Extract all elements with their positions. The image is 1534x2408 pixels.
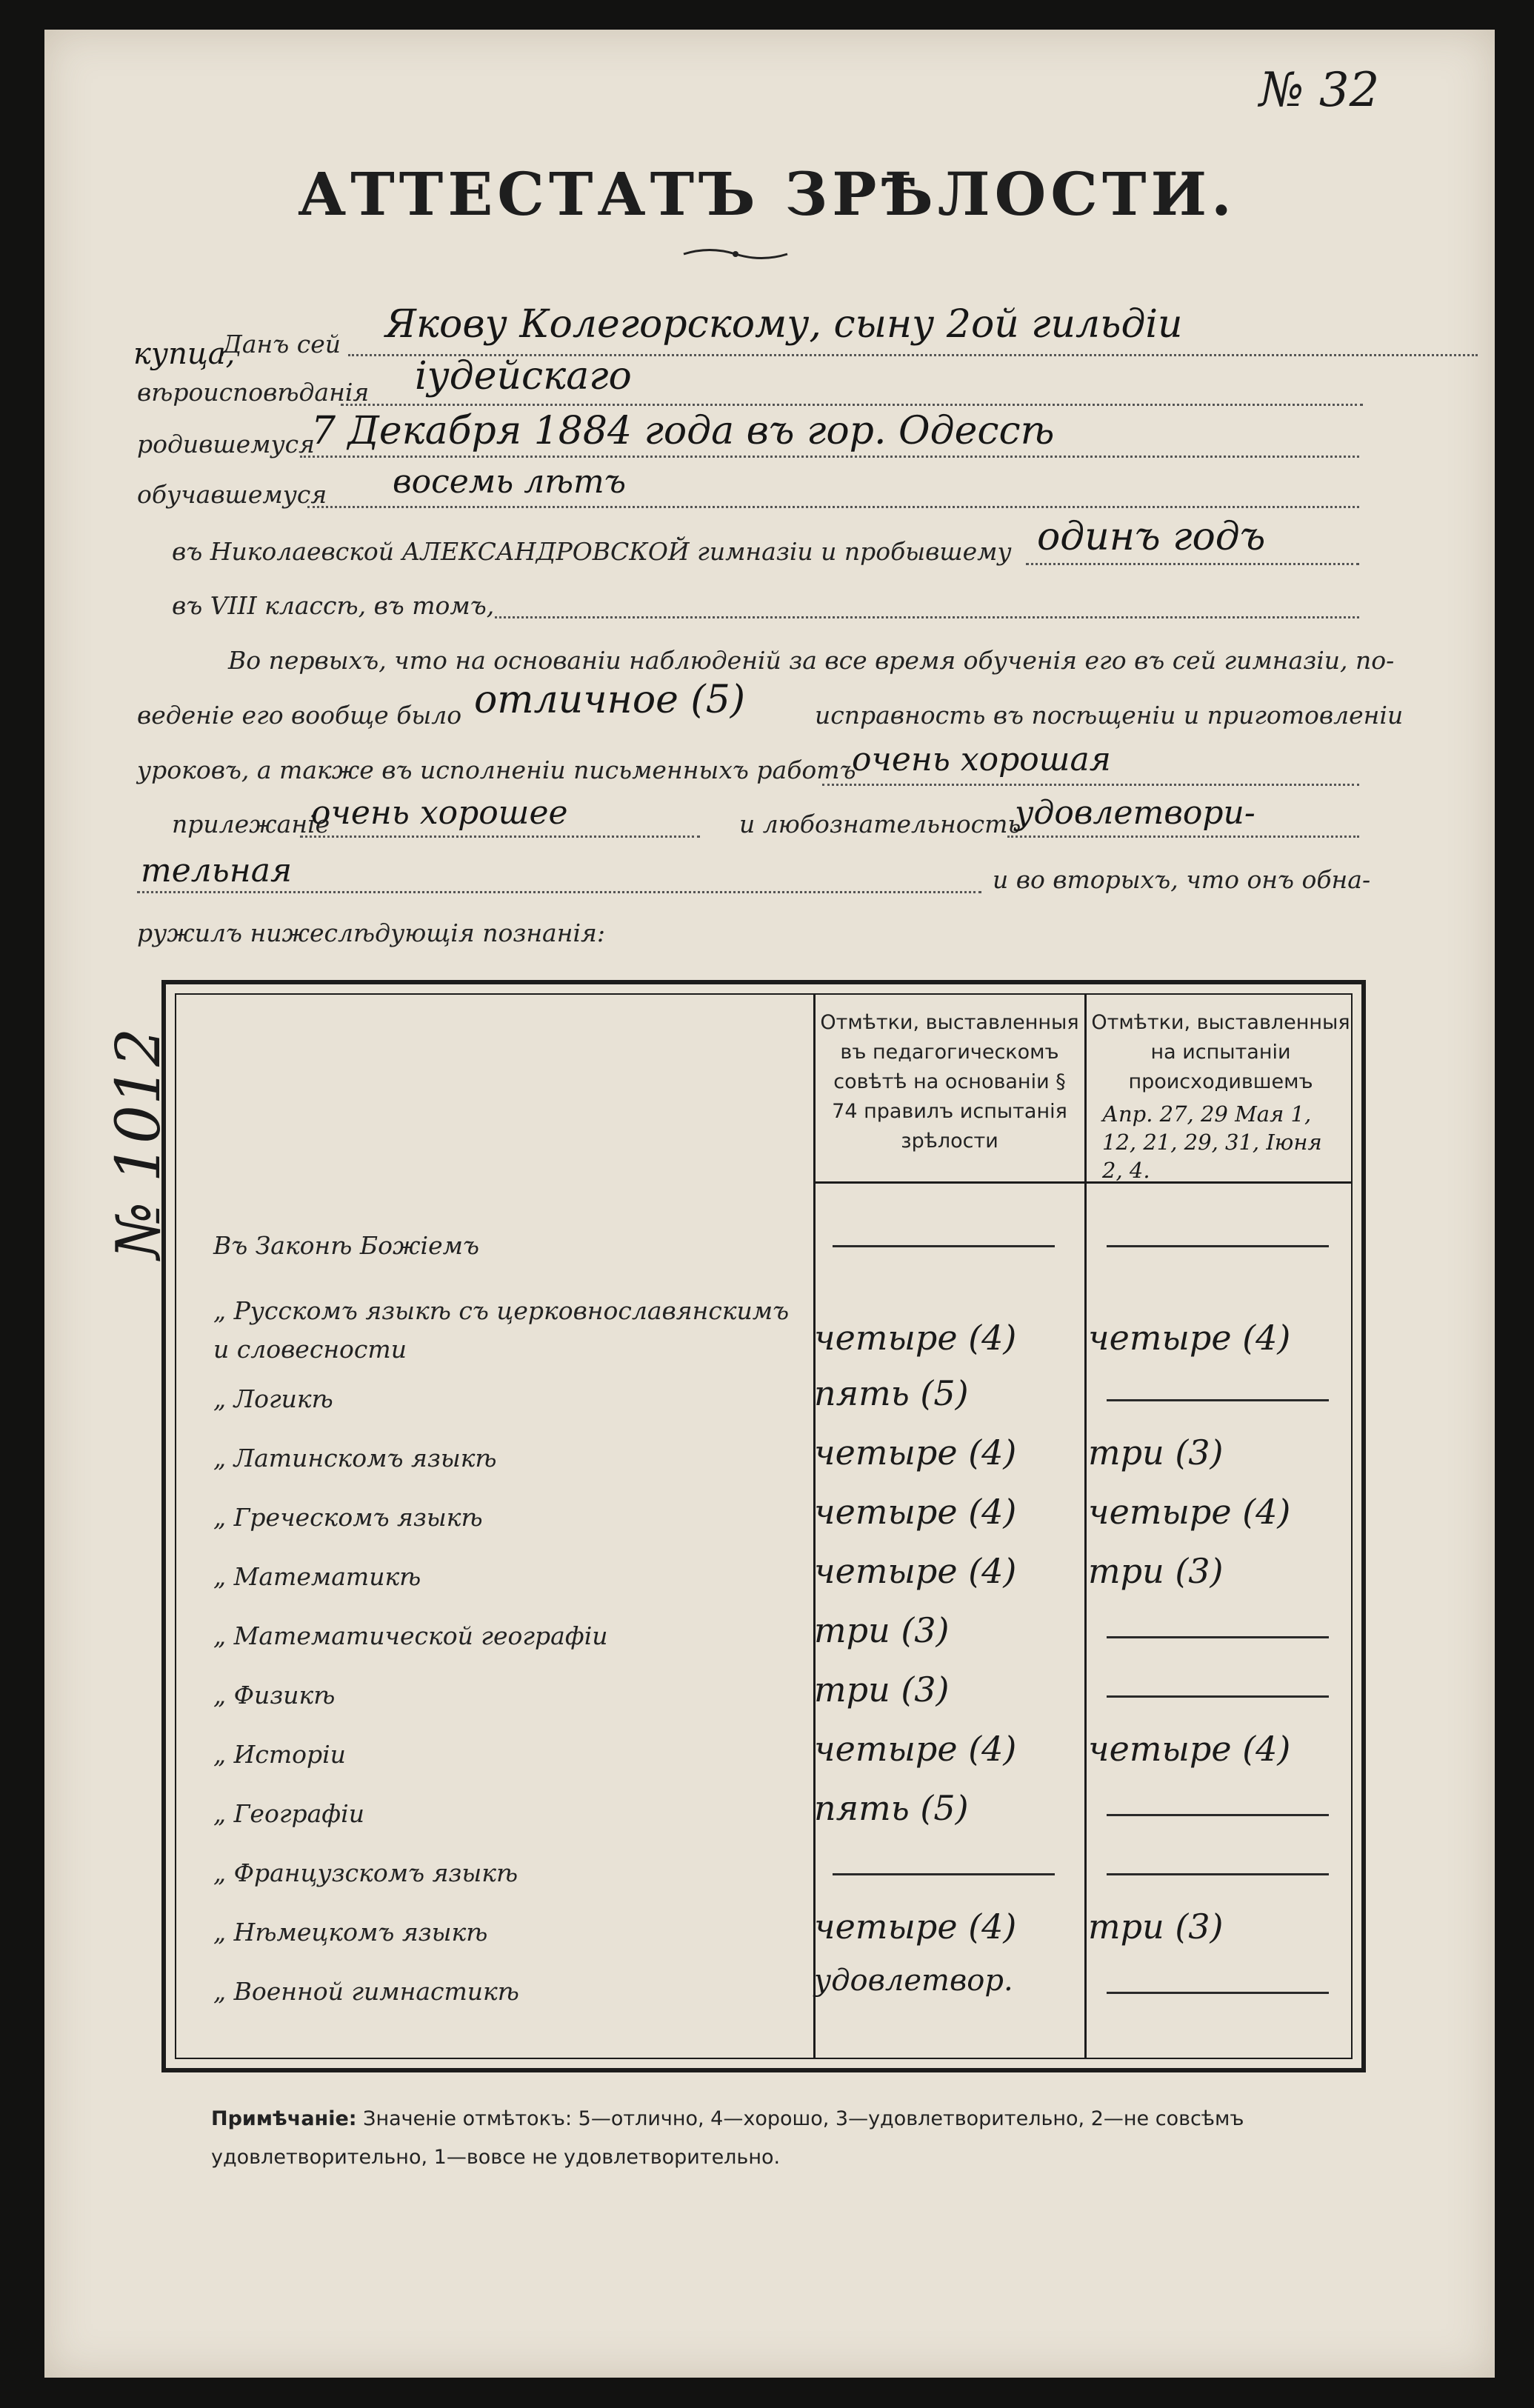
subject-9: „ Географіи: [213, 1799, 364, 1828]
school-line: [1026, 563, 1359, 565]
grade-exam-7-dash: [1107, 1695, 1329, 1698]
margin-number: № 1012: [104, 1027, 174, 1259]
class-text: въ VIII классѣ, въ томъ,: [172, 591, 495, 620]
grade-exam-3: три (3): [1088, 1433, 1224, 1473]
curiosity-label: и любознательность: [739, 810, 1021, 838]
work-line: [822, 784, 1359, 786]
para-3: уроковъ, а также въ исполненіи письменныхъ работъ: [137, 756, 856, 784]
subject-5: „ Математикѣ: [213, 1562, 421, 1591]
grade-exam-4: четыре (4): [1088, 1492, 1291, 1532]
note-text: Значеніе отмѣтокъ: 5—отлично, 4—хорошо, 3—удовлетворительно, 2—не совсѣмъ удовлетворительно, 1—вовсе не удовлетворительно.: [211, 2107, 1244, 2169]
grade-exam-0-dash: [1107, 1245, 1329, 1247]
grade-council-8: четыре (4): [814, 1729, 1017, 1769]
work-value: очень хорошая: [852, 741, 1111, 778]
subject-1: „ Русскомъ языкѣ съ церковнославянскимъ и словесности: [213, 1296, 790, 1364]
grading-note: [211, 2100, 1367, 2177]
subject-7: „ Физикѣ: [213, 1681, 336, 1710]
grade-exam-1: четыре (4): [1088, 1318, 1291, 1358]
page-title: АТТЕСТАТЪ ЗРѢЛОСТИ.: [298, 159, 1236, 229]
para-5: и во вторыхъ, что онъ обна-: [993, 865, 1371, 894]
curiosity-line-2: [137, 891, 981, 893]
grade-exam-12-dash: [1107, 1992, 1329, 1994]
born-label: родившемуся: [137, 430, 315, 458]
curiosity-value: удовлетвори-: [1015, 794, 1255, 832]
subject-11: „ Нѣмецкомъ языкѣ: [213, 1918, 488, 1947]
para-1: Во первыхъ, что на основаніи наблюденій за все время обученія его въ сей гимназіи, по-: [228, 646, 1395, 675]
grade-council-10-dash: [833, 1873, 1055, 1875]
given-label: Данъ сей: [222, 330, 341, 358]
subject-10: „ Французскомъ языкѣ: [213, 1858, 518, 1887]
subject-12: „ Военной гимнастикѣ: [213, 1977, 519, 2006]
grade-council-3: четыре (4): [814, 1433, 1017, 1473]
column-divider-2: [1084, 995, 1087, 2058]
grade-council-11: четыре (4): [814, 1907, 1017, 1947]
exam-dates: Апр. 27, 29 Мая 1, 12, 21, 29, 31, Іюня 2, 4.: [1102, 1101, 1322, 1183]
grade-council-5: четыре (4): [814, 1551, 1017, 1591]
grade-exam-10-dash: [1107, 1873, 1329, 1875]
para-6: ружилъ нижеслѣдующія познанія:: [137, 918, 605, 947]
subject-8: „ Исторіи: [213, 1740, 346, 1769]
born-line: [300, 456, 1359, 458]
subject-0: Въ Законѣ Божіемъ: [213, 1231, 479, 1260]
studied-line: [307, 506, 1359, 508]
note-label: Примѣчаніе:: [211, 2107, 357, 2130]
column-header-exam: Отмѣтки, выставленныя на испытаніи происходившемъ: [1091, 1011, 1350, 1093]
grade-exam-8: четыре (4): [1088, 1729, 1291, 1769]
curiosity-value-cont: тельная: [141, 852, 293, 890]
diligence-line: [300, 836, 700, 838]
class-line: [495, 616, 1359, 618]
diligence-value: очень хорошее: [311, 794, 568, 832]
column-header-council: Отмѣтки, выставленныя въ педагогическомъ совѣтѣ на основаніи § 74 правилъ испытанія зрѣлости: [820, 1011, 1079, 1153]
grade-council-12: удовлетвор.: [814, 1964, 1013, 1998]
given-value: Якову Колегорскому, сыну 2ой гильдіи: [385, 302, 1183, 347]
grade-council-9: пять (5): [814, 1788, 969, 1828]
para-2a: веденіе его вообще было: [137, 701, 462, 730]
para-2b: исправность въ посѣщеніи и приготовленіи: [815, 701, 1404, 730]
religion-line: [341, 404, 1363, 406]
grade-exam-6-dash: [1107, 1636, 1329, 1638]
school-text: въ Николаевской АЛЕКСАНДРОВСКОЙ гимназіи и пробывшему: [172, 537, 1012, 566]
diligence-label: прилежаніе: [172, 810, 330, 838]
grade-exam-5: три (3): [1088, 1551, 1224, 1591]
grade-council-4: четыре (4): [814, 1492, 1017, 1532]
grade-exam-11: три (3): [1088, 1907, 1224, 1947]
born-value: 7 Декабря 1884 года въ гор. Одессѣ: [311, 409, 1055, 453]
title-ornament: [680, 246, 791, 262]
grade-exam-9-dash: [1107, 1814, 1329, 1816]
school-value: одинъ годъ: [1037, 515, 1266, 559]
grade-council-1: четыре (4): [814, 1318, 1017, 1358]
subject-4: „ Греческомъ языкѣ: [213, 1503, 483, 1532]
grade-council-7: три (3): [814, 1670, 950, 1710]
subject-2: „ Логикѣ: [213, 1384, 333, 1413]
merchant-note: купца,: [133, 337, 236, 371]
studied-label: обучавшемуся: [137, 480, 327, 509]
religion-value: іудейскаго: [415, 354, 632, 398]
document-number: № 32: [1259, 63, 1380, 118]
grade-council-0-dash: [833, 1245, 1055, 1247]
studied-value: восемь лѣтъ: [393, 463, 627, 501]
grade-council-6: три (3): [814, 1610, 950, 1650]
grade-exam-2-dash: [1107, 1399, 1329, 1401]
grade-council-2: пять (5): [814, 1373, 969, 1413]
grades-table: [161, 980, 1366, 2072]
curiosity-line: [1007, 836, 1359, 838]
behavior-value: отличное (5): [474, 678, 746, 722]
subject-6: „ Математической географіи: [213, 1621, 608, 1650]
subject-3: „ Латинскомъ языкѣ: [213, 1444, 497, 1473]
religion-label: вѣроисповѣданія: [137, 378, 370, 407]
